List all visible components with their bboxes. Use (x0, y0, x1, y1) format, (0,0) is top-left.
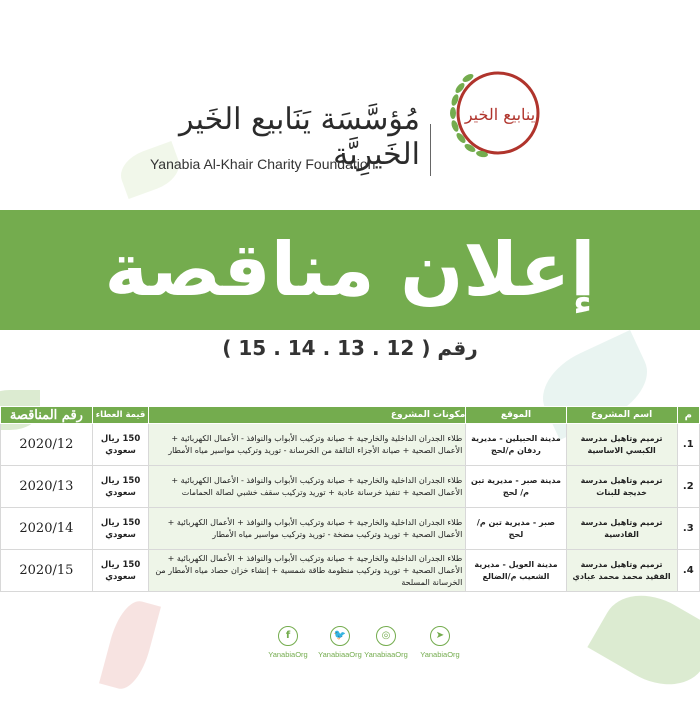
social-handle: YanabiaOrg (268, 650, 308, 659)
row-index: 2. (677, 466, 699, 508)
social-instagram[interactable] (356, 626, 416, 659)
project-location: مدينة صبر - مديرية تبن م/ لحج (466, 466, 566, 508)
social-handle: YanabiaaOrg (364, 650, 408, 659)
column-header: رقم المناقصة (1, 407, 93, 424)
tender-number: 2020/15 (1, 550, 93, 592)
instagram-icon: ◎ (376, 626, 396, 646)
header (0, 40, 700, 170)
project-name: ترميم وتاهيل مدرسة الكبسي الاساسية (566, 424, 677, 466)
project-components: طلاء الجدران الداخلية والخارجية + صيانة وتركيب الأبواب والنوافذ + الأعمال الكهربائية + الأعمال الصحية + توريد وتركيب مضخة - توريد وتركيب مواسير مياه الأمطار (149, 508, 466, 550)
foundation-emblem-icon (440, 58, 550, 168)
banner-title: إعلان مناقصة (104, 227, 596, 313)
org-name-english: Yanabia Al-Khair Charity Foundation (150, 156, 376, 172)
tender-value: 150 ريال سعودي (92, 424, 149, 466)
tender-number: 2020/12 (1, 424, 93, 466)
project-components: طلاء الجدران الداخلية والخارجية + صيانة وتركيب الأبواب والنوافذ - الأعمال الكهربائية + الأعمال الصحية + تنفيذ خرسانة عادية + توريد وتركيب سقف خشبي لصالة الحمامات (149, 466, 466, 508)
social-handle: YanabiaOrg (420, 650, 460, 659)
project-location: مدينة العويل - مديرية الشعيب م/الضالع (466, 550, 566, 592)
tender-numbers: رقم ( 12 . 13 . 14 . 15 ) (222, 336, 478, 360)
table-header-row (1, 407, 700, 424)
project-name: ترميم وتاهيل مدرسة خديجة للبنات (566, 466, 677, 508)
social-facebook[interactable] (258, 626, 318, 659)
tender-banner (0, 210, 700, 330)
header-divider (430, 124, 431, 176)
column-header: مكونات المشروع (149, 407, 466, 424)
table-row (1, 424, 700, 466)
tender-table (0, 406, 700, 602)
tender-number: 2020/13 (1, 466, 93, 508)
project-name: ترميم وتاهيل مدرسة القادسية (566, 508, 677, 550)
row-index: 4. (677, 550, 699, 592)
column-header: الموقع (466, 407, 566, 424)
tender-value: 150 ريال سعودي (92, 550, 149, 592)
tender-value: 150 ريال سعودي (92, 466, 149, 508)
org-name-arabic: مُؤسَّسَة يَنَابيع الخَير الخَيرِيَّة (179, 102, 420, 172)
twitter-icon: 🐦 (330, 626, 350, 646)
table-row (1, 550, 700, 592)
project-location: صبر - مديرية تبن م/ لحج (466, 508, 566, 550)
column-header: م (677, 407, 699, 424)
svg-text:ينابيع الخير: ينابيع الخير (464, 105, 536, 124)
project-location: مدينة الحبيلين - مديرية ردفان م/لحج (466, 424, 566, 466)
decor-leaf (99, 596, 161, 693)
project-name: ترميم وتاهيل مدرسة الفقيد محمد محمد عبادي (566, 550, 677, 592)
row-index: 1. (677, 424, 699, 466)
row-index: 3. (677, 508, 699, 550)
telegram-icon: ➤ (430, 626, 450, 646)
table-row (1, 466, 700, 508)
column-header: اسم المشروع (566, 407, 677, 424)
project-components: طلاء الجدران الداخلية والخارجية + صيانة وتركيب الأبواب والنوافذ - الأعمال الكهربائية + الأعمال الصحية + صيانة الأجزاء التالفة من الخرسانة - توريد وتركيب مواسير مياه الأمطار (149, 424, 466, 466)
facebook-icon: f (278, 626, 298, 646)
tender-value: 150 ريال سعودي (92, 508, 149, 550)
column-header: قيمة العطاء (92, 407, 149, 424)
social-telegram[interactable] (410, 626, 470, 659)
tender-number: 2020/14 (1, 508, 93, 550)
social-handle: YanabiaaOrg (318, 650, 362, 659)
project-components: طلاء الجدران الداخلية والخارجية + صيانة وتركيب الأبواب والنوافذ + الأعمال الكهربائية + الأعمال الصحية + توريد وتركيب منظومة طاقة شمسية + إنشاء خزان حصاد مياه الأمطار من الخرسانة المسلحة (149, 550, 466, 592)
table-row (1, 508, 700, 550)
